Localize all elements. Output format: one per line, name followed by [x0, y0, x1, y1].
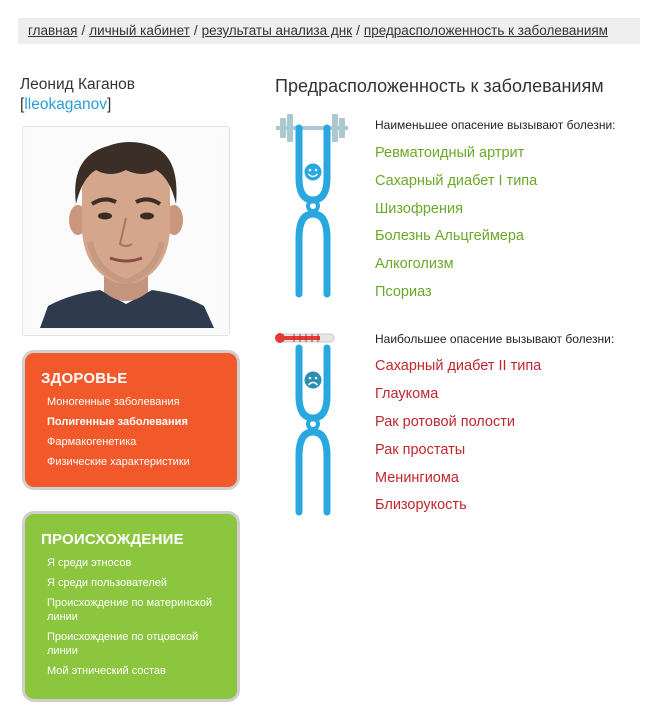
menu-item-paternal[interactable]: Происхождение по отцовской линии	[47, 631, 199, 657]
menu-item-physical[interactable]: Физические характеристики	[47, 456, 190, 468]
user-login-link[interactable]: lleokaganov	[24, 96, 108, 113]
high-risk-disease[interactable]: Близорукость	[375, 497, 467, 513]
low-risk-disease[interactable]: Сахарный диабет I типа	[375, 173, 538, 189]
breadcrumb	[18, 18, 640, 44]
origin-menu-list	[25, 556, 237, 678]
user-name: Леонид Каганов	[20, 76, 135, 93]
breadcrumb-dna-results[interactable]: результаты анализа днк	[201, 23, 353, 38]
user-login-wrapper	[20, 96, 111, 114]
low-risk-disease[interactable]: Алкоголизм	[375, 256, 454, 272]
high-risk-disease[interactable]: Рак простаты	[375, 442, 466, 458]
login-bracket-close: ]	[107, 96, 112, 113]
low-risk-disease[interactable]: Ревматоидный артрит	[375, 145, 525, 161]
avatar	[30, 134, 222, 328]
menu-item-pharmacogenetics[interactable]: Фармакогенетика	[47, 436, 137, 448]
breadcrumb-separator: /	[356, 23, 360, 38]
dna-weightlifter-happy-icon	[270, 114, 360, 304]
low-risk-disease[interactable]: Шизофрения	[375, 201, 463, 217]
high-risk-disease[interactable]: Менингиома	[375, 470, 459, 486]
menu-item-users[interactable]: Я среди пользователей	[47, 577, 168, 589]
low-risk-disease[interactable]: Болезнь Альцгеймера	[375, 228, 524, 244]
origin-menu-title: ПРОИСХОЖДЕНИЕ	[41, 531, 184, 548]
health-menu-list	[25, 395, 237, 469]
high-risk-label: Наибольшее опасение вызывают болезни:	[375, 332, 615, 346]
breadcrumb-cabinet[interactable]: личный кабинет	[89, 23, 190, 38]
menu-item-polygenic[interactable]: Полигенные заболевания	[47, 416, 188, 428]
high-risk-disease[interactable]: Рак ротовой полости	[375, 414, 515, 430]
health-menu-title: ЗДОРОВЬЕ	[41, 370, 128, 387]
menu-item-ethnos[interactable]: Я среди этносов	[47, 557, 132, 569]
breadcrumb-separator: /	[193, 23, 198, 38]
health-menu	[22, 350, 240, 490]
breadcrumb-current[interactable]: предрасположенность к заболеваниям	[363, 23, 608, 38]
page-title: Предрасположенность к заболеваниям	[275, 76, 604, 96]
low-risk-label: Наименьшее опасение вызывают болезни:	[375, 118, 616, 132]
menu-item-ethnic-composition[interactable]: Мой этнический состав	[47, 665, 166, 677]
menu-item-monogenic[interactable]: Моногенные заболевания	[47, 396, 180, 408]
login-bracket-open: [	[20, 96, 25, 113]
avatar-frame	[22, 126, 230, 336]
origin-menu	[22, 511, 240, 702]
low-risk-disease[interactable]: Псориаз	[375, 284, 432, 300]
high-risk-disease[interactable]: Глаукома	[375, 386, 439, 402]
dna-thermometer-sad-icon	[270, 330, 360, 520]
breadcrumb-separator: /	[81, 23, 86, 38]
breadcrumb-home[interactable]: главная	[28, 23, 78, 38]
menu-item-maternal[interactable]: Происхождение по материнской линии	[47, 597, 213, 623]
high-risk-disease[interactable]: Сахарный диабет II типа	[375, 358, 542, 374]
